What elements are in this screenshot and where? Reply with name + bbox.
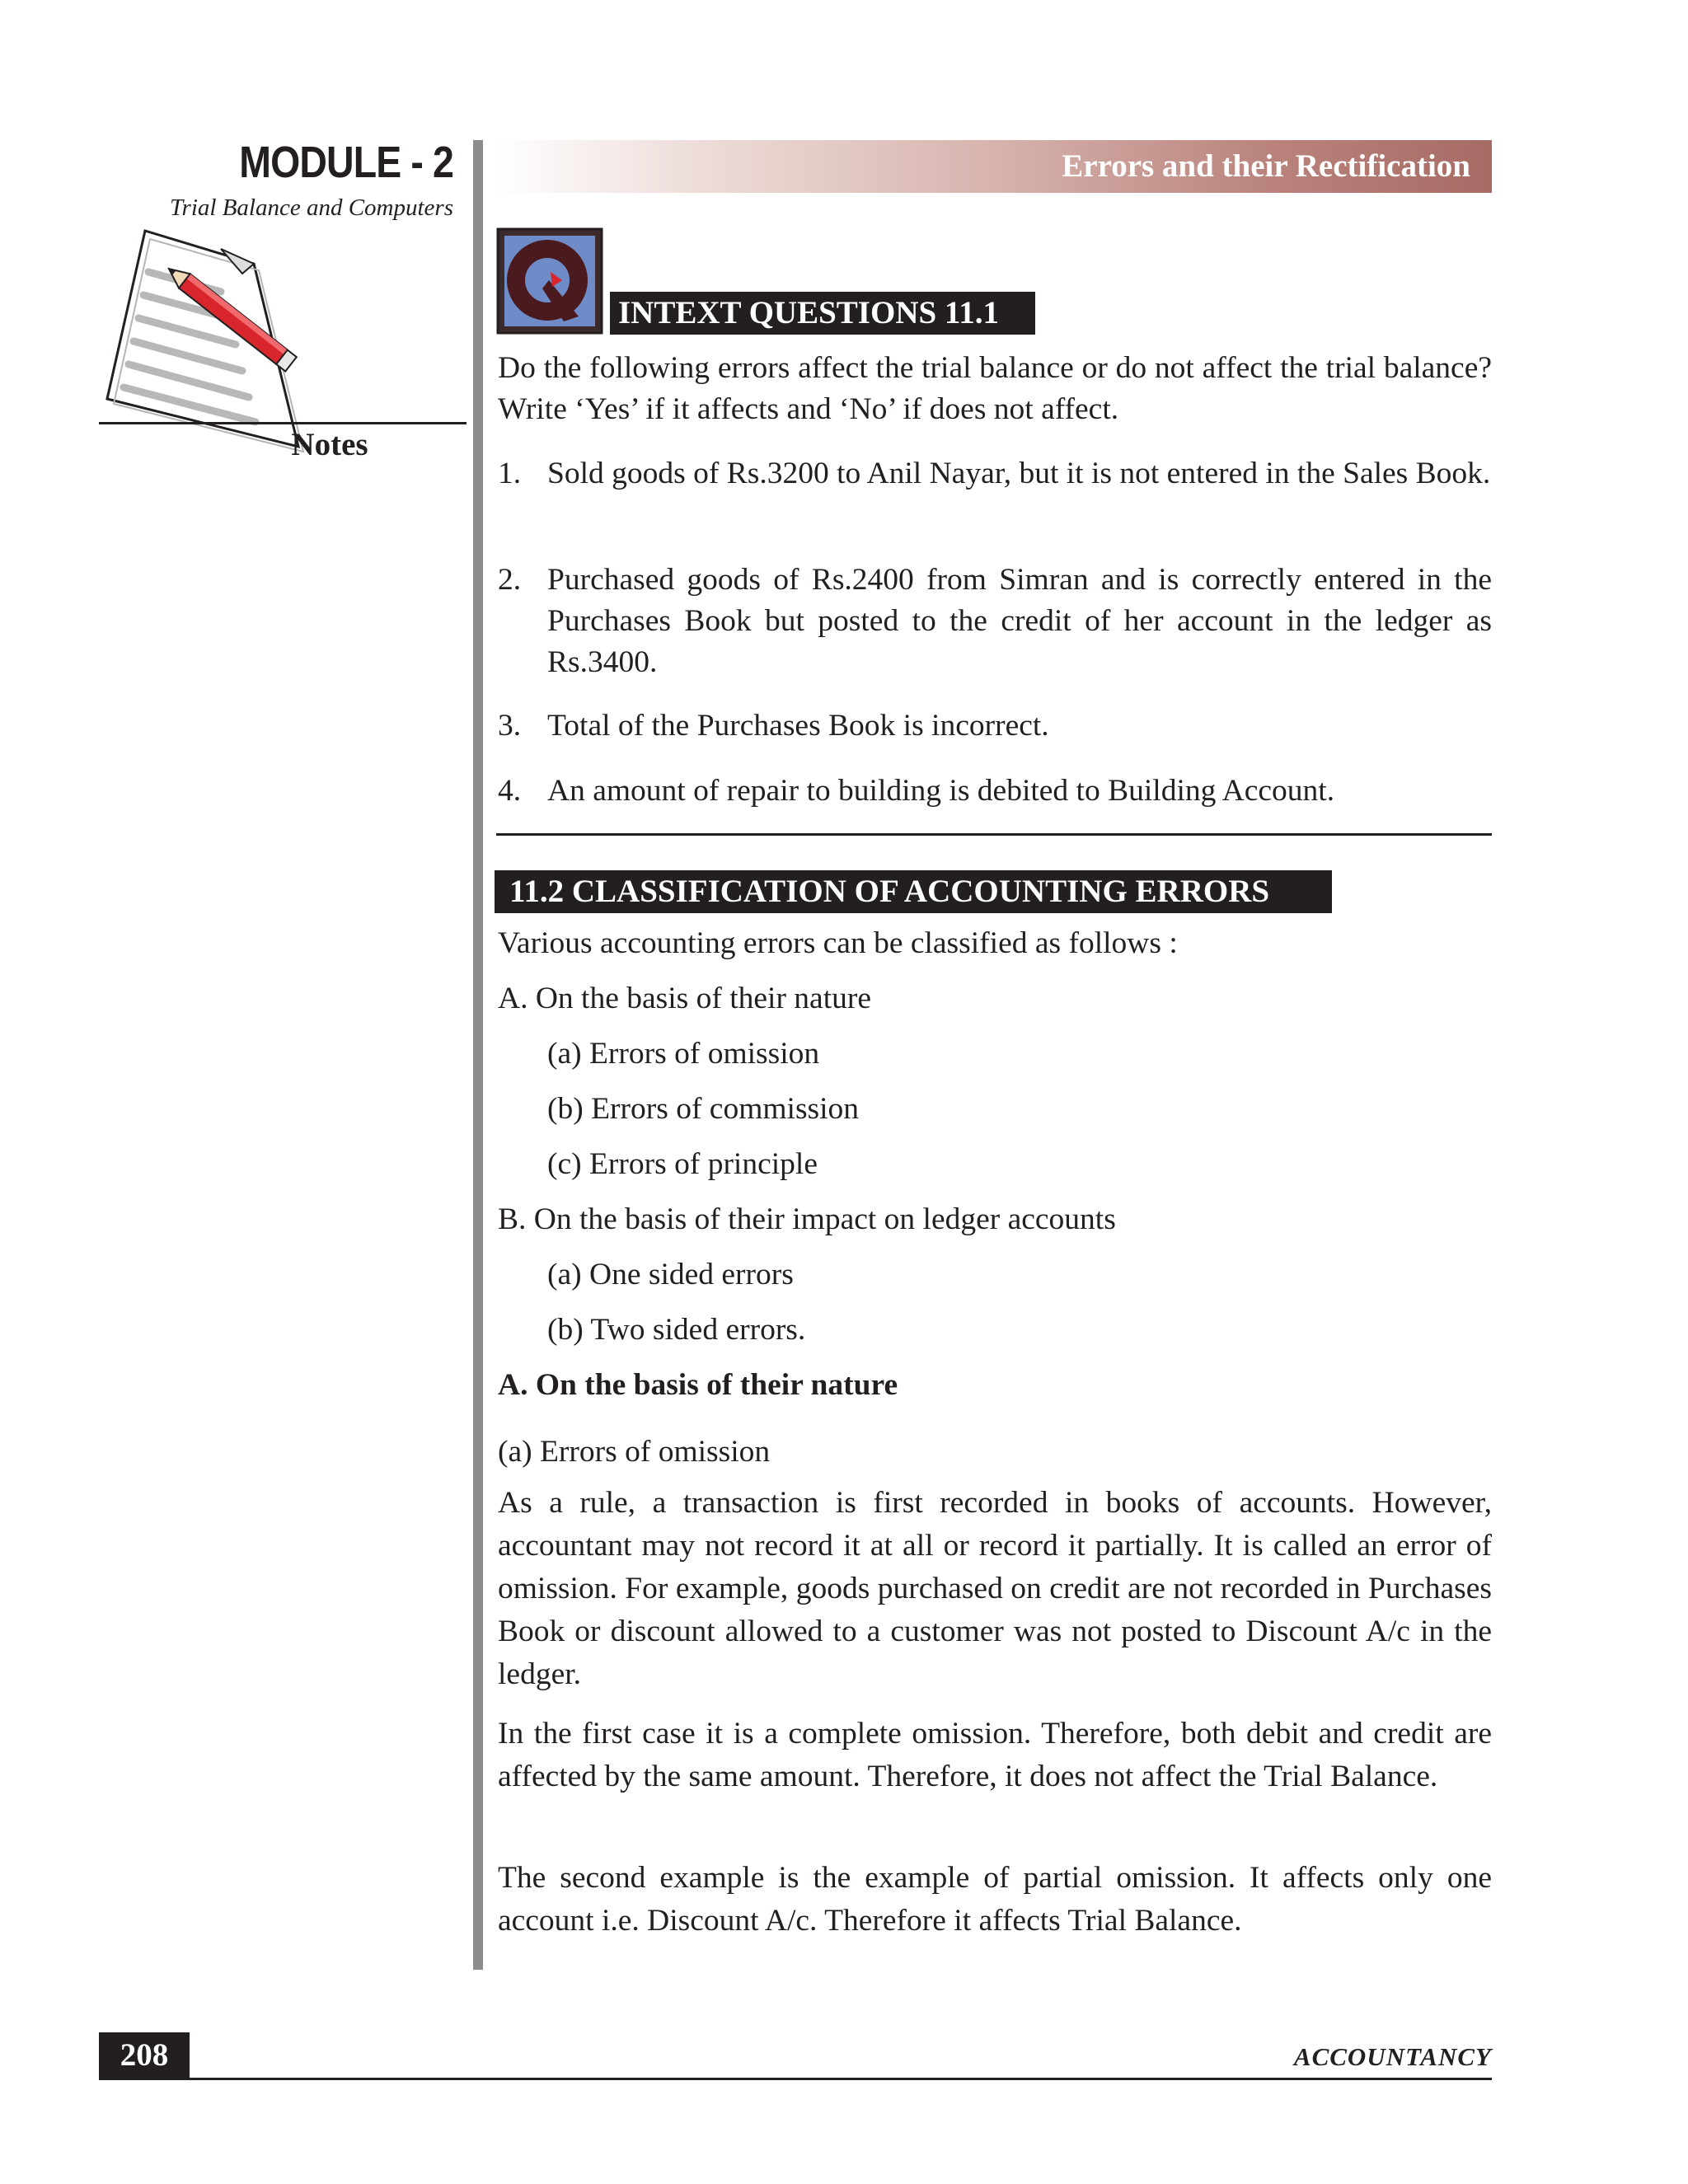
question-text: Total of the Purchases Book is incorrect. bbox=[547, 709, 1049, 743]
question-number: 4. bbox=[498, 774, 522, 808]
classification-item: (b) Two sided errors. bbox=[547, 1313, 806, 1347]
question-item bbox=[498, 560, 1492, 683]
book-title: ACCOUNTANCY bbox=[1293, 2042, 1492, 2071]
body-paragraph: The second example is the example of partial omission. It affects only one account i.e. Discount A/c. Therefore it affects Trial Balance. bbox=[498, 1861, 1492, 1938]
question-text: Purchased goods of Rs.2400 from Simran and is correctly entered in the Purchases Book but posted to the credit of her account in the ledger as Rs.3400. bbox=[547, 563, 1492, 679]
classification-item: (a) One sided errors bbox=[547, 1258, 794, 1291]
notes-label: Notes bbox=[291, 427, 368, 462]
question-text: An amount of repair to building is debited to Building Account. bbox=[547, 774, 1335, 808]
module-subtitle: Trial Balance and Computers bbox=[170, 194, 453, 221]
section-divider bbox=[496, 833, 1492, 836]
page-number: 208 bbox=[99, 2032, 190, 2078]
body-paragraph: In the first case it is a complete omission. Therefore, both debit and credit are affected by the same amount. Therefore, it does not affect the Trial Balance. bbox=[498, 1717, 1492, 1793]
section-heading: 11.2 CLASSIFICATION OF ACCOUNTING ERRORS bbox=[495, 870, 1332, 913]
question-number: 3. bbox=[498, 709, 522, 743]
classification-item: (c) Errors of principle bbox=[547, 1147, 818, 1181]
question-item bbox=[498, 453, 1492, 494]
question-number: 2. bbox=[498, 563, 522, 597]
classification-item: (b) Errors of commission bbox=[547, 1092, 860, 1126]
classification-group-b: B. On the basis of their impact on ledger accounts bbox=[498, 1202, 1116, 1236]
intext-intro: Do the following errors affect the trial balance or do not affect the trial balance? Write ‘Yes’ if it affects and ‘No’ if does not affect. bbox=[498, 351, 1492, 426]
subsection-heading: A. On the basis of their nature bbox=[498, 1368, 898, 1402]
margin-vertical-bar bbox=[473, 140, 483, 1970]
chapter-title: Errors and their Rectification bbox=[1062, 148, 1470, 184]
body-paragraph: As a rule, a transaction is first recorded in books of accounts. However, accountant may not record it at all or record it partially. It is called an error of omission. For example, goods purchased on credit are not recorded in Purchases Book or discount allowed to a customer was not posted to Discount A/c in the ledger. bbox=[498, 1486, 1492, 1691]
question-item bbox=[498, 771, 1492, 812]
omission-title: (a) Errors of omission bbox=[498, 1435, 771, 1469]
question-number: 1. bbox=[498, 457, 522, 490]
question-text: Sold goods of Rs.3200 to Anil Nayar, but it is not entered in the Sales Book. bbox=[547, 457, 1491, 490]
notepad-pencil-icon bbox=[97, 224, 320, 453]
classification-item: (a) Errors of omission bbox=[547, 1037, 820, 1071]
footer-rule bbox=[99, 2078, 1492, 2080]
intext-questions-title: INTEXT QUESTIONS 11.1 bbox=[610, 292, 1035, 335]
module-title: MODULE - 2 bbox=[239, 138, 453, 187]
question-item bbox=[498, 705, 1492, 747]
question-q-icon bbox=[496, 227, 603, 335]
chapter-header-band bbox=[495, 140, 1492, 193]
classification-group-a: A. On the basis of their nature bbox=[498, 982, 872, 1015]
section-intro: Various accounting errors can be classified as follows : bbox=[498, 926, 1178, 960]
